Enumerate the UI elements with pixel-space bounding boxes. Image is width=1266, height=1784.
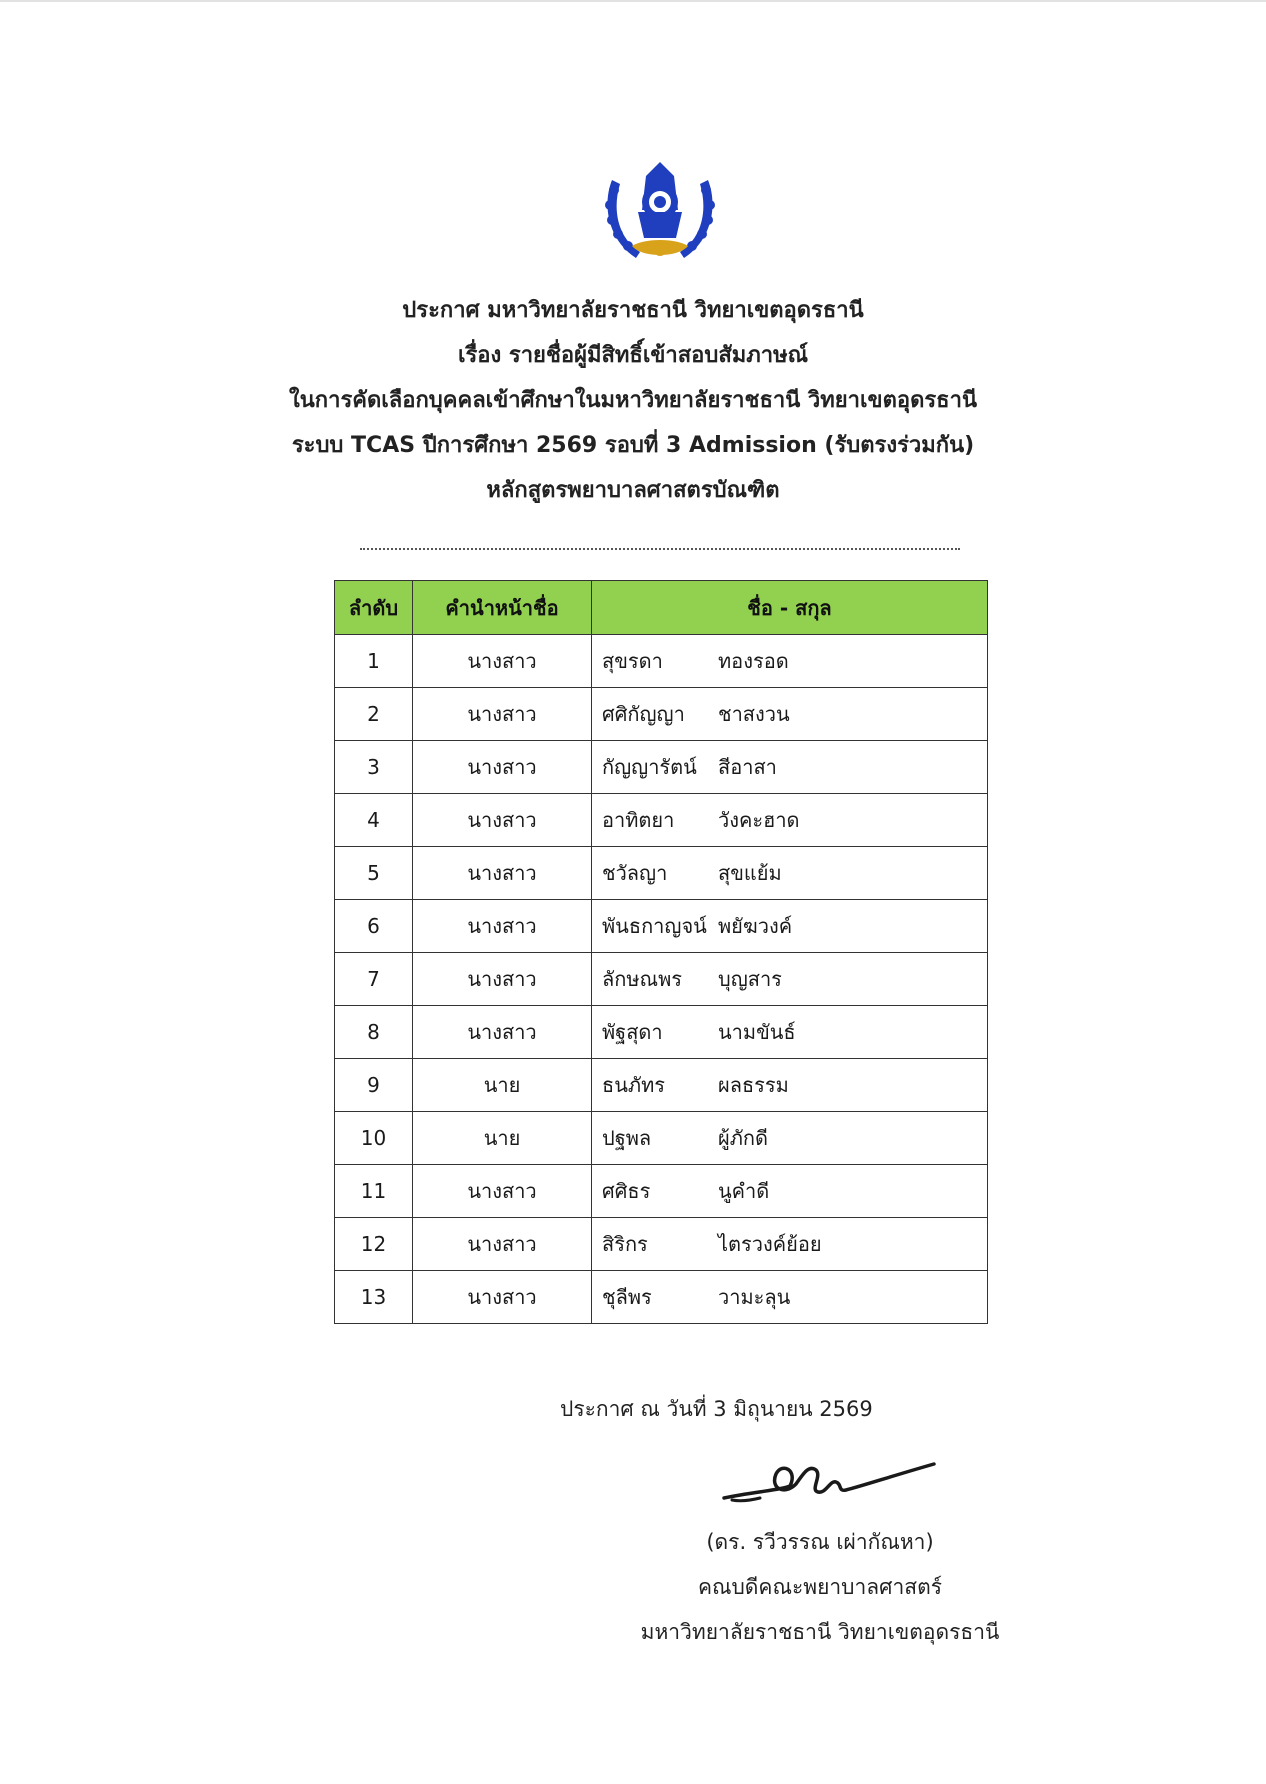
cell-prefix: นางสาว: [413, 794, 592, 847]
table-row: [335, 1271, 988, 1324]
table-row: [335, 741, 988, 794]
last-name: ผลธรรม: [718, 1073, 789, 1097]
candidate-table: [334, 580, 988, 1324]
cell-fullname: [592, 741, 988, 794]
table-row: [335, 794, 988, 847]
cell-fullname: [592, 1218, 988, 1271]
announcement-date: ประกาศ ณ วันที่ 3 มิถุนายน 2569: [560, 1397, 873, 1421]
header-selection: ในการคัดเลือกบุคคลเข้าศึกษาในมหาวิทยาลัยราชธานี วิทยาเขตอุดรธานี: [288, 388, 977, 413]
first-name: ศศิธร: [602, 1179, 651, 1203]
last-name: ทองรอด: [718, 649, 789, 673]
cell-fullname: [592, 1059, 988, 1112]
top-border: [0, 0, 1266, 2]
cell-no: 13: [335, 1271, 413, 1324]
cell-no: 9: [335, 1059, 413, 1112]
cell-no: 3: [335, 741, 413, 794]
announcement-header: [0, 288, 1266, 513]
last-name: ชาสงวน: [718, 702, 790, 726]
table-row: [335, 688, 988, 741]
first-name: ศศิกัญญา: [602, 702, 685, 726]
cell-fullname: [592, 1165, 988, 1218]
column-header-prefix: คำนำหน้าชื่อ: [413, 581, 592, 635]
cell-no: 10: [335, 1112, 413, 1165]
signer-org: มหาวิทยาลัยราชธานี วิทยาเขตอุดรธานี: [640, 1620, 1000, 1644]
cell-fullname: [592, 635, 988, 688]
first-name: สุขรดา: [602, 649, 663, 673]
table-row: [335, 953, 988, 1006]
cell-no: 12: [335, 1218, 413, 1271]
last-name: ผู้ภักดี: [718, 1126, 768, 1150]
signer-title: คณบดีคณะพยาบาลศาสตร์: [697, 1575, 943, 1599]
first-name: ลักษณพร: [602, 967, 683, 991]
cell-prefix: นางสาว: [413, 635, 592, 688]
signature-image: [712, 1440, 942, 1530]
column-header-no: ลำดับ: [335, 581, 413, 635]
cell-prefix: นางสาว: [413, 741, 592, 794]
cell-prefix: นางสาว: [413, 1271, 592, 1324]
cell-no: 11: [335, 1165, 413, 1218]
cell-fullname: [592, 953, 988, 1006]
cell-no: 4: [335, 794, 413, 847]
cell-prefix: นางสาว: [413, 1165, 592, 1218]
table-row: [335, 1218, 988, 1271]
cell-prefix: นางสาว: [413, 1006, 592, 1059]
last-name: สุขแย้ม: [718, 861, 782, 885]
first-name: ชุลีพร: [602, 1285, 652, 1309]
first-name: ธนภัทร: [602, 1073, 665, 1097]
header-program: หลักสูตรพยาบาลศาสตรบัณฑิต: [486, 478, 780, 503]
cell-prefix: นางสาว: [413, 688, 592, 741]
cell-fullname: [592, 1112, 988, 1165]
signer-block: [560, 1520, 1080, 1655]
cell-fullname: [592, 1271, 988, 1324]
first-name: ชวัลญา: [602, 861, 668, 885]
cell-prefix: นางสาว: [413, 847, 592, 900]
table-header-row: [335, 581, 988, 635]
cell-fullname: [592, 900, 988, 953]
header-subject: เรื่อง รายชื่อผู้มีสิทธิ์เข้าสอบสัมภาษณ์: [457, 343, 809, 368]
last-name: นูคำดี: [718, 1179, 770, 1203]
last-name: ไตรวงค์ย้อย: [718, 1232, 822, 1256]
first-name: กัญญารัตน์: [602, 755, 697, 779]
university-seal-icon: [598, 150, 722, 270]
last-name: พยัฆวงค์: [718, 914, 793, 938]
cell-no: 2: [335, 688, 413, 741]
table-row: [335, 847, 988, 900]
dotted-divider: [360, 528, 960, 550]
table-row: [335, 1112, 988, 1165]
cell-no: 1: [335, 635, 413, 688]
first-name: พันธกาญจน์: [602, 914, 707, 938]
last-name: บุญสาร: [718, 967, 782, 991]
cell-prefix: นางสาว: [413, 900, 592, 953]
table-row: [335, 1165, 988, 1218]
cell-no: 7: [335, 953, 413, 1006]
cell-fullname: [592, 794, 988, 847]
cell-no: 5: [335, 847, 413, 900]
table-row: [335, 1059, 988, 1112]
first-name: อาทิตยา: [602, 808, 675, 832]
table-row: [335, 1006, 988, 1059]
cell-prefix: นางสาว: [413, 953, 592, 1006]
first-name: ปฐพล: [602, 1126, 652, 1150]
cell-prefix: นาย: [413, 1112, 592, 1165]
table-row: [335, 635, 988, 688]
last-name: วามะลุน: [718, 1285, 791, 1309]
column-header-fullname: ชื่อ - สกุล: [592, 581, 988, 635]
last-name: วังคะฮาด: [718, 808, 800, 832]
cell-prefix: นาย: [413, 1059, 592, 1112]
cell-no: 6: [335, 900, 413, 953]
cell-no: 8: [335, 1006, 413, 1059]
cell-fullname: [592, 1006, 988, 1059]
last-name: สีอาสา: [718, 755, 777, 779]
cell-fullname: [592, 847, 988, 900]
table-row: [335, 900, 988, 953]
header-round: ระบบ TCAS ปีการศึกษา 2569 รอบที่ 3 Admission (รับตรงร่วมกัน): [291, 433, 975, 458]
cell-prefix: นางสาว: [413, 1218, 592, 1271]
cell-fullname: [592, 688, 988, 741]
signer-name: (ดร. รวีวรรณ เผ่ากัณหา): [706, 1530, 934, 1554]
header-title: ประกาศ มหาวิทยาลัยราชธานี วิทยาเขตอุดรธานี: [402, 298, 864, 323]
first-name: สิริกร: [602, 1232, 648, 1256]
first-name: พัฐสุดา: [602, 1020, 663, 1044]
last-name: นามขันธ์: [718, 1020, 796, 1044]
